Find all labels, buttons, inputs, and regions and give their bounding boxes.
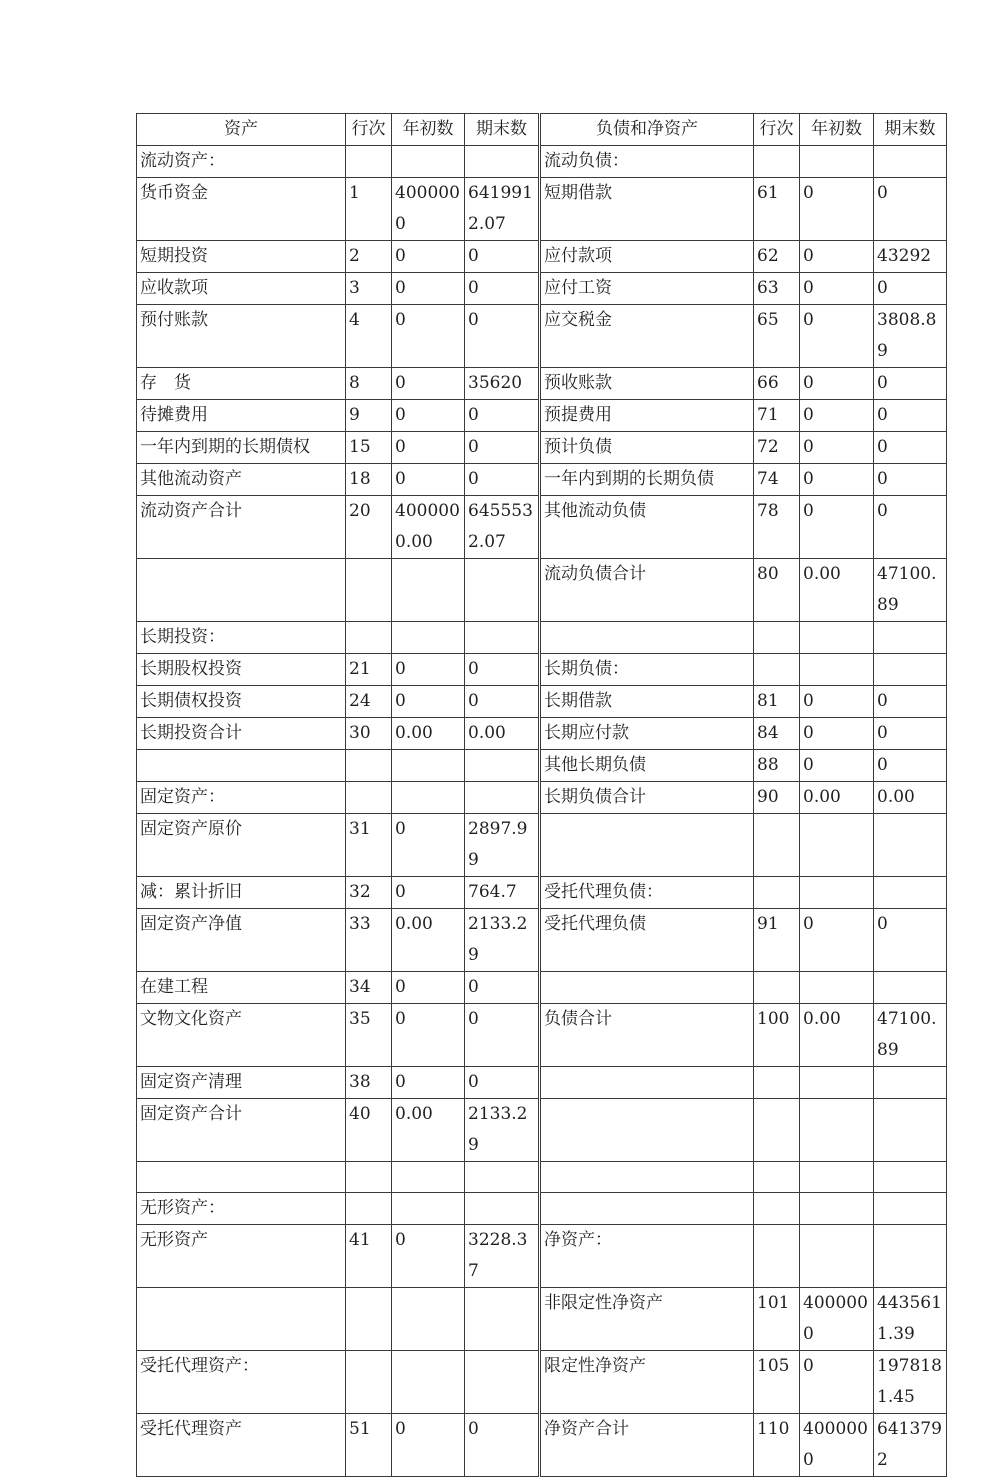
- asset-opening: 0: [392, 464, 465, 496]
- liability-name: [540, 972, 754, 1004]
- liability-opening: [800, 146, 874, 178]
- asset-opening: 0: [392, 400, 465, 432]
- table-row: [137, 750, 947, 782]
- asset-line-no: 18: [346, 464, 392, 496]
- table-row: [137, 178, 947, 241]
- asset-line-no: 8: [346, 368, 392, 400]
- liability-line-no: 74: [754, 464, 800, 496]
- liability-closing: 0: [874, 686, 947, 718]
- liability-line-no: [754, 1225, 800, 1288]
- table-row: [137, 972, 947, 1004]
- asset-closing: 0: [465, 1004, 540, 1067]
- asset-opening: [392, 559, 465, 622]
- asset-closing: 3228.37: [465, 1225, 540, 1288]
- asset-opening: [392, 1351, 465, 1414]
- asset-closing: 0.00: [465, 718, 540, 750]
- liability-name: [540, 814, 754, 877]
- asset-opening: 0: [392, 972, 465, 1004]
- asset-line-no: 33: [346, 909, 392, 972]
- table-header-row: [137, 114, 947, 146]
- asset-opening: 0: [392, 1414, 465, 1477]
- asset-closing: 764.7: [465, 877, 540, 909]
- liability-closing: 1978181.45: [874, 1351, 947, 1414]
- liability-closing: 0: [874, 909, 947, 972]
- asset-opening: 4000000: [392, 178, 465, 241]
- asset-closing: 0: [465, 400, 540, 432]
- liability-name: [540, 1067, 754, 1099]
- liability-line-no: 84: [754, 718, 800, 750]
- liability-opening: [800, 814, 874, 877]
- asset-name: 固定资产：: [137, 782, 346, 814]
- liability-name: [540, 1099, 754, 1162]
- liability-closing: [874, 1162, 947, 1193]
- liability-closing: [874, 814, 947, 877]
- asset-closing: 2133.29: [465, 909, 540, 972]
- liability-name: 其他长期负债: [540, 750, 754, 782]
- table-row: [137, 622, 947, 654]
- asset-line-no: 51: [346, 1414, 392, 1477]
- liability-line-no: [754, 814, 800, 877]
- liability-name: 流动负债：: [540, 146, 754, 178]
- table-row: [137, 273, 947, 305]
- liability-opening: 0: [800, 686, 874, 718]
- header-line-no: 行次: [346, 114, 392, 146]
- liability-name: 净资产合计: [540, 1414, 754, 1477]
- asset-opening: [392, 1162, 465, 1193]
- asset-closing: 0: [465, 241, 540, 273]
- liability-closing: [874, 1099, 947, 1162]
- asset-opening: 4000000.00: [392, 496, 465, 559]
- liability-opening: 0.00: [800, 1004, 874, 1067]
- liability-name: 长期应付款: [540, 718, 754, 750]
- liability-closing: 47100.89: [874, 559, 947, 622]
- liability-opening: 0: [800, 273, 874, 305]
- asset-line-no: 9: [346, 400, 392, 432]
- asset-closing: 0: [465, 686, 540, 718]
- liability-line-no: 105: [754, 1351, 800, 1414]
- asset-line-no: [346, 1162, 392, 1193]
- asset-closing: 0: [465, 1067, 540, 1099]
- table-row: [137, 1225, 947, 1288]
- liability-closing: 0: [874, 273, 947, 305]
- liability-name: 非限定性净资产: [540, 1288, 754, 1351]
- balance-sheet-table: [136, 113, 947, 1477]
- liability-line-no: 88: [754, 750, 800, 782]
- asset-opening: [392, 1193, 465, 1225]
- asset-opening: [392, 782, 465, 814]
- asset-closing: [465, 146, 540, 178]
- asset-name: 长期投资合计: [137, 718, 346, 750]
- asset-opening: 0: [392, 368, 465, 400]
- liability-line-no: 66: [754, 368, 800, 400]
- asset-name: [137, 1162, 346, 1193]
- liability-name: 一年内到期的长期负债: [540, 464, 754, 496]
- asset-closing: 0: [465, 273, 540, 305]
- asset-line-no: 21: [346, 654, 392, 686]
- table-row: [137, 368, 947, 400]
- table-row: [137, 432, 947, 464]
- liability-closing: [874, 654, 947, 686]
- liability-name: 净资产：: [540, 1225, 754, 1288]
- asset-opening: 0: [392, 814, 465, 877]
- asset-name: 固定资产清理: [137, 1067, 346, 1099]
- liability-opening: 0: [800, 464, 874, 496]
- liability-opening: 0: [800, 1351, 874, 1414]
- asset-opening: 0: [392, 686, 465, 718]
- asset-closing: 2897.99: [465, 814, 540, 877]
- header-assets: 资产: [137, 114, 346, 146]
- asset-name: 流动资产：: [137, 146, 346, 178]
- asset-closing: 6455532.07: [465, 496, 540, 559]
- asset-line-no: 3: [346, 273, 392, 305]
- table-row: [137, 1288, 947, 1351]
- asset-line-no: 20: [346, 496, 392, 559]
- asset-name: 待摊费用: [137, 400, 346, 432]
- asset-opening: 0: [392, 1004, 465, 1067]
- liability-line-no: 71: [754, 400, 800, 432]
- table-row: [137, 1004, 947, 1067]
- liability-line-no: 81: [754, 686, 800, 718]
- asset-line-no: 38: [346, 1067, 392, 1099]
- table-row: [137, 400, 947, 432]
- liability-opening: 0: [800, 368, 874, 400]
- asset-opening: 0: [392, 1225, 465, 1288]
- asset-name: 预付账款: [137, 305, 346, 368]
- liability-opening: [800, 622, 874, 654]
- asset-closing: 35620: [465, 368, 540, 400]
- table-row: [137, 496, 947, 559]
- table-row: [137, 782, 947, 814]
- liability-opening: 0: [800, 305, 874, 368]
- header-opening: 年初数: [392, 114, 465, 146]
- asset-name: 流动资产合计: [137, 496, 346, 559]
- table-body: [137, 114, 947, 1477]
- table-row: [137, 718, 947, 750]
- asset-name: 固定资产净值: [137, 909, 346, 972]
- header-closing-right: 期末数: [874, 114, 947, 146]
- asset-opening: 0.00: [392, 909, 465, 972]
- liability-name: [540, 1193, 754, 1225]
- header-line-no-right: 行次: [754, 114, 800, 146]
- asset-line-no: [346, 782, 392, 814]
- asset-line-no: 35: [346, 1004, 392, 1067]
- asset-closing: [465, 1193, 540, 1225]
- liability-opening: [800, 654, 874, 686]
- table-row: [137, 241, 947, 273]
- asset-closing: 6419912.07: [465, 178, 540, 241]
- asset-opening: 0: [392, 241, 465, 273]
- liability-opening: 4000000: [800, 1288, 874, 1351]
- liability-line-no: [754, 1193, 800, 1225]
- table-row: [137, 146, 947, 178]
- asset-line-no: [346, 750, 392, 782]
- liability-closing: 0: [874, 464, 947, 496]
- liability-closing: 0: [874, 400, 947, 432]
- liability-opening: [800, 1067, 874, 1099]
- asset-opening: [392, 146, 465, 178]
- table-row: [137, 1351, 947, 1414]
- asset-line-no: [346, 1288, 392, 1351]
- liability-closing: [874, 1193, 947, 1225]
- liability-name: 应付工资: [540, 273, 754, 305]
- asset-line-no: [346, 1351, 392, 1414]
- asset-line-no: 32: [346, 877, 392, 909]
- liability-name: 负债合计: [540, 1004, 754, 1067]
- asset-line-no: 31: [346, 814, 392, 877]
- asset-closing: [465, 782, 540, 814]
- table-row: [137, 559, 947, 622]
- liability-name: 长期负债合计: [540, 782, 754, 814]
- liability-name: 应交税金: [540, 305, 754, 368]
- liability-opening: [800, 877, 874, 909]
- liability-opening: 0: [800, 241, 874, 273]
- asset-opening: 0: [392, 273, 465, 305]
- asset-opening: [392, 750, 465, 782]
- liability-closing: 47100.89: [874, 1004, 947, 1067]
- asset-closing: [465, 622, 540, 654]
- asset-name: 其他流动资产: [137, 464, 346, 496]
- asset-opening: 0: [392, 654, 465, 686]
- asset-closing: 0: [465, 972, 540, 1004]
- liability-opening: [800, 1225, 874, 1288]
- asset-name: 在建工程: [137, 972, 346, 1004]
- liability-name: 长期负债：: [540, 654, 754, 686]
- asset-line-no: 40: [346, 1099, 392, 1162]
- liability-closing: [874, 622, 947, 654]
- asset-closing: [465, 750, 540, 782]
- liability-line-no: [754, 622, 800, 654]
- liability-line-no: [754, 877, 800, 909]
- asset-name: 应收款项: [137, 273, 346, 305]
- asset-name: [137, 750, 346, 782]
- asset-name: 长期债权投资: [137, 686, 346, 718]
- liability-name: 预提费用: [540, 400, 754, 432]
- asset-closing: 2133.29: [465, 1099, 540, 1162]
- asset-closing: 0: [465, 464, 540, 496]
- liability-closing: [874, 146, 947, 178]
- liability-line-no: [754, 972, 800, 1004]
- liability-line-no: 110: [754, 1414, 800, 1477]
- asset-opening: 0: [392, 432, 465, 464]
- asset-name: 固定资产合计: [137, 1099, 346, 1162]
- liability-closing: 0: [874, 432, 947, 464]
- liability-name: 预计负债: [540, 432, 754, 464]
- liability-line-no: 80: [754, 559, 800, 622]
- liability-closing: 43292: [874, 241, 947, 273]
- liability-name: 受托代理负债: [540, 909, 754, 972]
- table-row: [137, 686, 947, 718]
- liability-name: 受托代理负债：: [540, 877, 754, 909]
- asset-name: 无形资产：: [137, 1193, 346, 1225]
- asset-line-no: 34: [346, 972, 392, 1004]
- liability-closing: 0: [874, 368, 947, 400]
- table-row: [137, 814, 947, 877]
- asset-name: [137, 559, 346, 622]
- table-row: [137, 909, 947, 972]
- liability-line-no: 100: [754, 1004, 800, 1067]
- liability-line-no: 63: [754, 273, 800, 305]
- asset-closing: 0: [465, 305, 540, 368]
- liability-line-no: 90: [754, 782, 800, 814]
- asset-line-no: 24: [346, 686, 392, 718]
- table-row: [137, 877, 947, 909]
- asset-line-no: 4: [346, 305, 392, 368]
- liability-opening: 0: [800, 432, 874, 464]
- liability-opening: 0.00: [800, 559, 874, 622]
- asset-closing: [465, 1351, 540, 1414]
- liability-closing: 6413792: [874, 1414, 947, 1477]
- asset-opening: 0: [392, 1067, 465, 1099]
- liability-name: 应付款项: [540, 241, 754, 273]
- liability-line-no: [754, 146, 800, 178]
- asset-line-no: 30: [346, 718, 392, 750]
- liability-closing: 3808.89: [874, 305, 947, 368]
- liability-line-no: [754, 654, 800, 686]
- liability-closing: 0: [874, 750, 947, 782]
- table-row: [137, 305, 947, 368]
- liability-opening: [800, 972, 874, 1004]
- asset-name: [137, 1288, 346, 1351]
- liability-opening: 0: [800, 178, 874, 241]
- table-row: [137, 1193, 947, 1225]
- header-closing: 期末数: [465, 114, 540, 146]
- liability-opening: [800, 1099, 874, 1162]
- asset-name: 一年内到期的长期债权: [137, 432, 346, 464]
- liability-name: 长期借款: [540, 686, 754, 718]
- asset-name: 受托代理资产：: [137, 1351, 346, 1414]
- asset-line-no: [346, 622, 392, 654]
- asset-closing: 0: [465, 432, 540, 464]
- asset-line-no: 2: [346, 241, 392, 273]
- header-liabilities: 负债和净资产: [540, 114, 754, 146]
- asset-line-no: [346, 559, 392, 622]
- liability-name: 流动负债合计: [540, 559, 754, 622]
- liability-line-no: [754, 1099, 800, 1162]
- asset-opening: 0: [392, 877, 465, 909]
- liability-line-no: 61: [754, 178, 800, 241]
- liability-name: 限定性净资产: [540, 1351, 754, 1414]
- liability-opening: [800, 1162, 874, 1193]
- asset-name: 短期投资: [137, 241, 346, 273]
- asset-name: 固定资产原价: [137, 814, 346, 877]
- asset-opening: [392, 1288, 465, 1351]
- asset-name: 存 货: [137, 368, 346, 400]
- liability-closing: [874, 1225, 947, 1288]
- table-row: [137, 1099, 947, 1162]
- asset-name: 长期投资：: [137, 622, 346, 654]
- header-opening-right: 年初数: [800, 114, 874, 146]
- balance-sheet: [136, 113, 946, 1477]
- liability-closing: 4435611.39: [874, 1288, 947, 1351]
- liability-line-no: 65: [754, 305, 800, 368]
- liability-closing: 0: [874, 178, 947, 241]
- asset-line-no: [346, 1193, 392, 1225]
- liability-line-no: 62: [754, 241, 800, 273]
- liability-closing: 0.00: [874, 782, 947, 814]
- table-row: [137, 654, 947, 686]
- liability-opening: 0: [800, 718, 874, 750]
- asset-closing: [465, 1288, 540, 1351]
- liability-opening: 4000000: [800, 1414, 874, 1477]
- liability-opening: 0.00: [800, 782, 874, 814]
- liability-closing: [874, 1067, 947, 1099]
- liability-name: [540, 1162, 754, 1193]
- asset-closing: 0: [465, 1414, 540, 1477]
- liability-opening: 0: [800, 909, 874, 972]
- liability-line-no: 101: [754, 1288, 800, 1351]
- liability-name: 短期借款: [540, 178, 754, 241]
- asset-closing: 0: [465, 654, 540, 686]
- liability-name: 其他流动负债: [540, 496, 754, 559]
- asset-closing: [465, 559, 540, 622]
- asset-line-no: 41: [346, 1225, 392, 1288]
- liability-closing: 0: [874, 718, 947, 750]
- asset-closing: [465, 1162, 540, 1193]
- asset-name: 受托代理资产: [137, 1414, 346, 1477]
- asset-line-no: 15: [346, 432, 392, 464]
- liability-name: 预收账款: [540, 368, 754, 400]
- liability-opening: [800, 1193, 874, 1225]
- asset-name: 货币资金: [137, 178, 346, 241]
- liability-closing: [874, 972, 947, 1004]
- asset-opening: 0.00: [392, 718, 465, 750]
- asset-line-no: [346, 146, 392, 178]
- liability-line-no: 78: [754, 496, 800, 559]
- asset-name: 文物文化资产: [137, 1004, 346, 1067]
- asset-line-no: 1: [346, 178, 392, 241]
- table-row: [137, 464, 947, 496]
- asset-name: 长期股权投资: [137, 654, 346, 686]
- asset-name: 减：累计折旧: [137, 877, 346, 909]
- liability-name: [540, 622, 754, 654]
- asset-opening: 0: [392, 305, 465, 368]
- liability-opening: 0: [800, 400, 874, 432]
- asset-opening: [392, 622, 465, 654]
- liability-line-no: [754, 1067, 800, 1099]
- liability-opening: 0: [800, 750, 874, 782]
- liability-closing: [874, 877, 947, 909]
- asset-name: 无形资产: [137, 1225, 346, 1288]
- liability-line-no: 72: [754, 432, 800, 464]
- table-row: [137, 1162, 947, 1193]
- liability-opening: 0: [800, 496, 874, 559]
- table-row: [137, 1414, 947, 1477]
- table-row: [137, 1067, 947, 1099]
- asset-opening: 0.00: [392, 1099, 465, 1162]
- liability-line-no: [754, 1162, 800, 1193]
- liability-closing: 0: [874, 496, 947, 559]
- liability-line-no: 91: [754, 909, 800, 972]
